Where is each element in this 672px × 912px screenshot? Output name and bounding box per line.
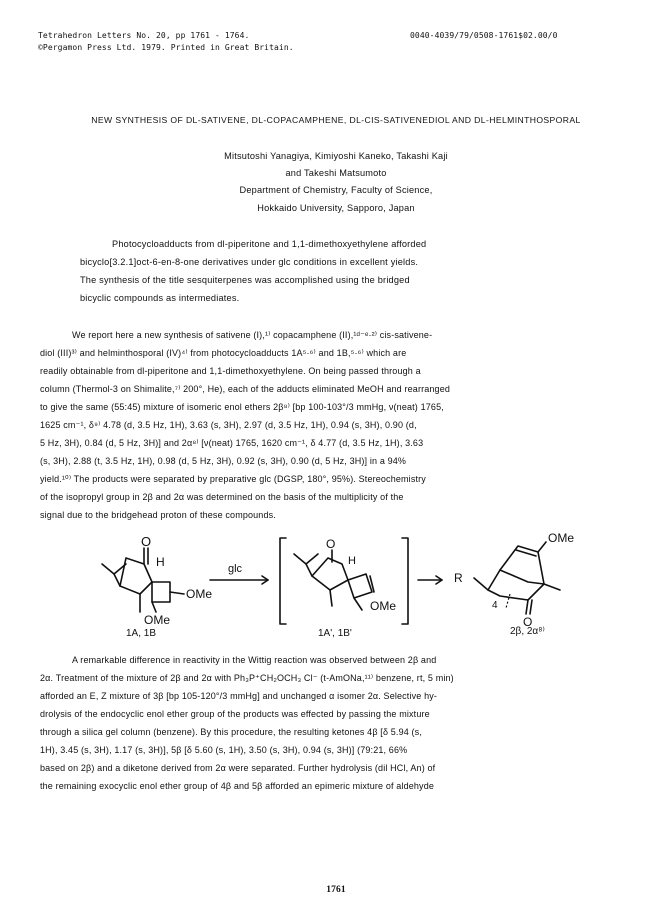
authors-line-2: and Takeshi Matsumoto <box>285 168 387 178</box>
dashed-bond <box>506 594 510 608</box>
label-locant-4: 4 <box>492 600 498 611</box>
label-h-mid: H <box>348 555 356 567</box>
abstract-line: bicyclic compounds as intermediates. <box>80 293 240 303</box>
structure-2b-2a <box>474 542 560 614</box>
affiliation-line-1: Department of Chemistry, Faculty of Science, <box>239 185 433 195</box>
reaction-scheme-drawing <box>80 524 600 636</box>
body-line: to give the same (55:45) mixture of isomeric enol ethers 2β⁸⁾ [bp 100-103°/3 mmHg, ν(neat) 1765, <box>40 402 444 412</box>
body-line: A remarkable difference in reactivity in the Wittig reaction was observed between 2β and <box>72 655 437 665</box>
label-ome-left-1: OMe <box>186 587 213 601</box>
body-line: drolysis of the endocyclic enol ether group of the products was effected by passing the mixture <box>40 709 430 719</box>
structure-1a-1b <box>102 548 184 612</box>
body-line: We report here a new synthesis of sativene (I),¹⁾ copacamphene (II),¹ᵈ⁻ᵉ·²⁾ cis-sativene- <box>72 330 433 340</box>
label-h-left: H <box>156 555 165 569</box>
bracket-left <box>280 538 286 624</box>
body-line: signal due to the bridgehead proton of these compounds. <box>40 510 276 520</box>
abstract-line: Photocycloadducts from dl-piperitone and 1,1-dimethoxyethylene afforded <box>112 239 427 249</box>
structure-intermediate <box>294 550 374 610</box>
page-number: 1761 <box>326 885 346 895</box>
authors-line-1: Mitsutoshi Yanagiya, Kimiyoshi Kaneko, Takashi Kaji <box>224 151 448 161</box>
abstract-line: bicyclo[3.2.1]oct-6-en-8-one derivatives under glc conditions in excellent yields. <box>80 257 419 267</box>
compound-label-1a-1b: 1A, 1B <box>126 628 157 639</box>
page-title: NEW SYNTHESIS OF DL-SATIVENE, DL-COPACAMPHENE, DL-CIS-SATIVENEDIOL AND DL-HELMINTHOSPORAL <box>91 115 581 125</box>
body-line: readily obtainable from dl-piperitone and 1,1-dimethoxyethylene. On being passed through a <box>40 366 421 376</box>
body-line: through a silica gel column (benzene). By this procedure, the resulting ketones 4β [δ 5.94 (s, <box>40 727 422 737</box>
body-line: diol (III)³⁾ and helminthosporal (IV)⁴⁾ from photocycloadducts 1A⁵·⁶⁾ and 1B,⁵·⁶⁾ which are <box>40 348 407 358</box>
body-line: 5 Hz, 3H), 0.84 (d, 5 Hz, 3H)] and 2α⁸⁾ [ν(neat) 1765, 1620 cm⁻¹, δ 4.77 (d, 3.5 Hz, 1H), 3.63 <box>40 438 424 448</box>
affiliation-line-2: Hokkaido University, Sapporo, Japan <box>257 203 415 213</box>
body-line: (s, 3H), 2.88 (t, 3.5 Hz, 1H), 0.98 (d, 5 Hz, 3H), 0.92 (s, 3H), 0.90 (d, 5 Hz, 3H)] in a 94% <box>40 456 407 466</box>
body-line: the remaining exocyclic enol ether group of 4β and 5β afforded an epimeric mixture of aldehyde <box>40 781 435 791</box>
abstract-line: The synthesis of the title sesquiterpenes was accomplished using the bridged <box>80 275 410 285</box>
label-ome-left-2: OMe <box>144 613 171 627</box>
body-line: 1625 cm⁻¹, δ⁹⁾ 4.78 (d, 3.5 Hz, 1H), 3.63 (s, 3H), 2.97 (d, 3.5 Hz, 1H), 0.94 (s, 3H), 0.90 (d, <box>40 420 417 430</box>
body-line: afforded an E, Z mixture of 3β [bp 105-120°/3 mmHg] and unchanged α isomer 2α. Selective hy- <box>40 691 438 701</box>
body-line: yield.¹⁰⁾ The products were separated by preparative glc (DGSP, 180°, 95%). Stereochemistry <box>40 474 426 484</box>
bracket-right <box>402 538 408 624</box>
compound-label-2b-2a: 2β, 2α⁸⁾ <box>510 626 545 637</box>
body-line: 2α. Treatment of the mixture of 2β and 2α with Ph₃P⁺CH₂OCH₃ Cl⁻ (t-AmONa,¹¹⁾ benzene, rt, 5 min) <box>40 673 454 683</box>
label-o-mid: O <box>326 537 336 551</box>
label-r: R <box>454 571 463 585</box>
label-ome-right: OMe <box>548 531 575 545</box>
journal-line: Tetrahedron Letters No. 20, pp 1761 - 1764. <box>38 31 250 40</box>
body-line: column (Thermol-3 on Shimalite,⁷⁾ 200°, He), each of the adducts eliminated MeOH and rearranged <box>40 384 451 394</box>
copyright-line: ©Pergamon Press Ltd. 1979. Printed in Great Britain. <box>38 43 294 52</box>
article-code: 0040-4039/79/0508-1761$02.00/0 <box>410 31 558 40</box>
label-o-right: O <box>523 615 533 629</box>
body-line: of the isopropyl group in 2β and 2α was determined on the basis of the multiplicity of the <box>40 492 404 502</box>
compound-label-1a-prime: 1A', 1B' <box>318 628 352 639</box>
label-ome-mid: OMe <box>370 599 397 613</box>
body-line: 1H), 3.45 (s, 3H), 1.17 (s, 3H)], 5β [δ 5.60 (s, 1H), 3.50 (s, 3H), 0.94 (s, 3H)] (79:21, 66% <box>40 745 408 755</box>
body-line: based on 2β) and a diketone derived from 2α were separated. Further hydrolysis (dil HCl, An) of <box>40 763 436 773</box>
label-o-left: O <box>141 534 152 549</box>
label-glc: glc <box>228 563 243 575</box>
